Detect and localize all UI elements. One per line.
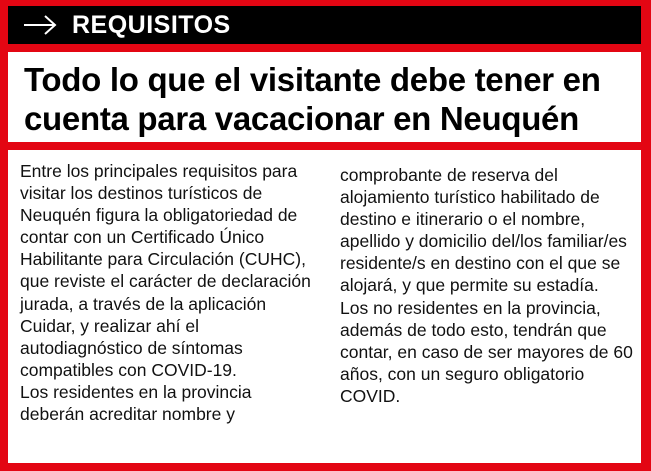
- paragraph: comprobante de reserva del alojamiento turístico habilitado de destino e itinerario o el nombre, apellido y domicilio del/los familiar/es residente/s en destino con el que se alojará, y que permite su estadía.: [340, 165, 627, 296]
- paragraph: Entre los principales requisitos para visitar los destinos turísticos de Neuquén figura la obligatoriedad de contar con un Certificado Único Habilitante para Circulación (CUHC), que reviste el carácter de declaración jurada, a través de la aplicación Cuidar, y realizar ahí el autodiagnóstico de síntomas compatibles con COVID-19.: [20, 161, 311, 380]
- right-column: [340, 164, 636, 407]
- article-body: [8, 150, 641, 463]
- headline-box: [8, 52, 641, 142]
- paragraph: Los residentes en la provincia deberán acreditar nombre y: [20, 381, 252, 425]
- section-label: REQUISITOS: [72, 10, 231, 39]
- arrow-right-icon: [22, 13, 58, 37]
- headline: Todo lo que el visitante debe tener en cuenta para vacacionar en Neuquén: [24, 61, 601, 137]
- header-bar: [0, 0, 651, 48]
- paragraph: Los no residentes en la provincia, además de todo esto, tendrán que contar, en caso de ser mayores de 60 años, con un seguro obligatorio COVID.: [340, 297, 633, 406]
- left-column: [20, 160, 318, 425]
- section-tag: [8, 6, 641, 44]
